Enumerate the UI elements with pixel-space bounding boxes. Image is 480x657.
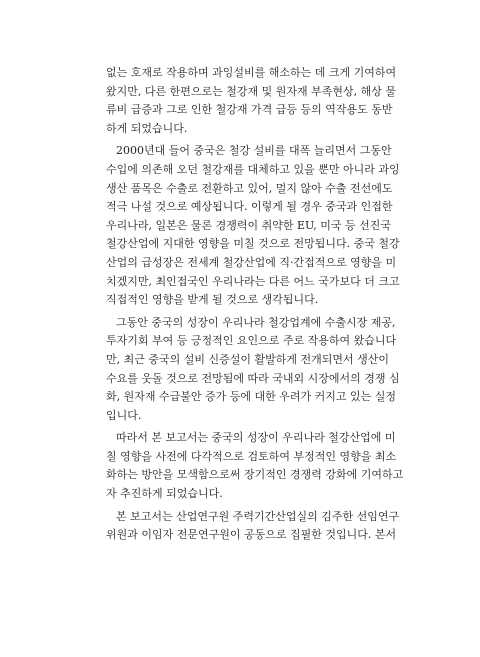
paragraph — [106, 64, 397, 138]
text-line: 우리나라, 일본은 물론 경쟁력이 취약한 EU, 미국 등 선진국 — [106, 218, 392, 232]
text-line: 따라서 본 보고서는 중국의 성장이 우리나라 철강산업에 미 — [116, 431, 396, 445]
paragraph — [106, 429, 404, 503]
text-line: 칠 영향을 사전에 다각적으로 검토하여 부정적인 영향을 최소 — [106, 449, 397, 463]
text-line: 생산 품목은 수출로 전환하고 있어, 멀지 않아 수출 전선에도 — [106, 181, 393, 195]
text-line: 투자기회 부여 등 긍정적인 요인으로 주로 작용하여 왔습니다 — [106, 334, 397, 348]
text-line: 화, 원자재 수급불안 증가 등에 대한 우려가 커지고 있는 실정 — [106, 390, 396, 404]
text-line: 왔지만, 다른 한편으로는 철강재 및 원자재 부족현상, 해상 물 — [106, 84, 396, 98]
text-line: 류비 급증과 그로 인한 철강재 가격 급등 등의 역작용도 동반 — [106, 103, 393, 117]
text-line: 그동안 중국의 성장이 우리나라 철강업계에 수출시장 제공, — [116, 315, 396, 329]
paragraph — [106, 314, 400, 426]
text-line: 적극 나설 것으로 예상됩니다. 이렇게 될 경우 중국과 인접한 — [106, 200, 393, 214]
text-line: 위원과 이임자 전문연구원이 공동으로 집필한 것입니다. 본서 — [106, 528, 397, 542]
text-line: 만, 최근 중국의 설비 신증설이 활발하게 전개되면서 생산이 — [106, 352, 389, 366]
paragraph — [106, 142, 400, 309]
text-line: 없는 호재로 작용하며 과잉설비를 해소하는 데 크게 기여하여 — [106, 66, 397, 79]
text-line: 화하는 방안을 모색함으로써 장기적인 경쟁력 강화에 기여하고 — [106, 468, 404, 482]
text-line: 입니다. — [106, 408, 142, 422]
text-line: 수요를 웃돌 것으로 전망됨에 따라 국내외 시장에서의 경쟁 심 — [106, 371, 400, 385]
text-line: 직접적인 영향을 받게 될 것으로 생각됩니다. — [106, 293, 319, 307]
text-line: 하게 되었습니다. — [106, 121, 188, 135]
text-line: 치겠지만, 최인접국인 우리나라는 다른 어느 국가보다 더 크고 — [106, 274, 400, 288]
text-line: 산업의 급성장은 전세계 철강산업에 직·간접적으로 영향을 미 — [106, 255, 397, 269]
body-text — [106, 64, 404, 545]
text-line: 본 보고서는 산업연구원 주력기간산업실의 김주한 선임연구 — [116, 509, 400, 523]
text-line: 2000년대 들어 중국은 철강 설비를 대폭 늘리면서 그동안 — [116, 144, 392, 158]
text-line: 자 추진하게 되었습니다. — [106, 487, 223, 501]
text-line: 철강산업에 지대한 영향을 미칠 것으로 전망됩니다. 중국 철강 — [106, 237, 400, 251]
paragraph — [106, 508, 400, 545]
text-line: 수입에 의존해 오던 철강재를 대체하고 있을 뿐만 아니라 과잉 — [106, 162, 400, 176]
